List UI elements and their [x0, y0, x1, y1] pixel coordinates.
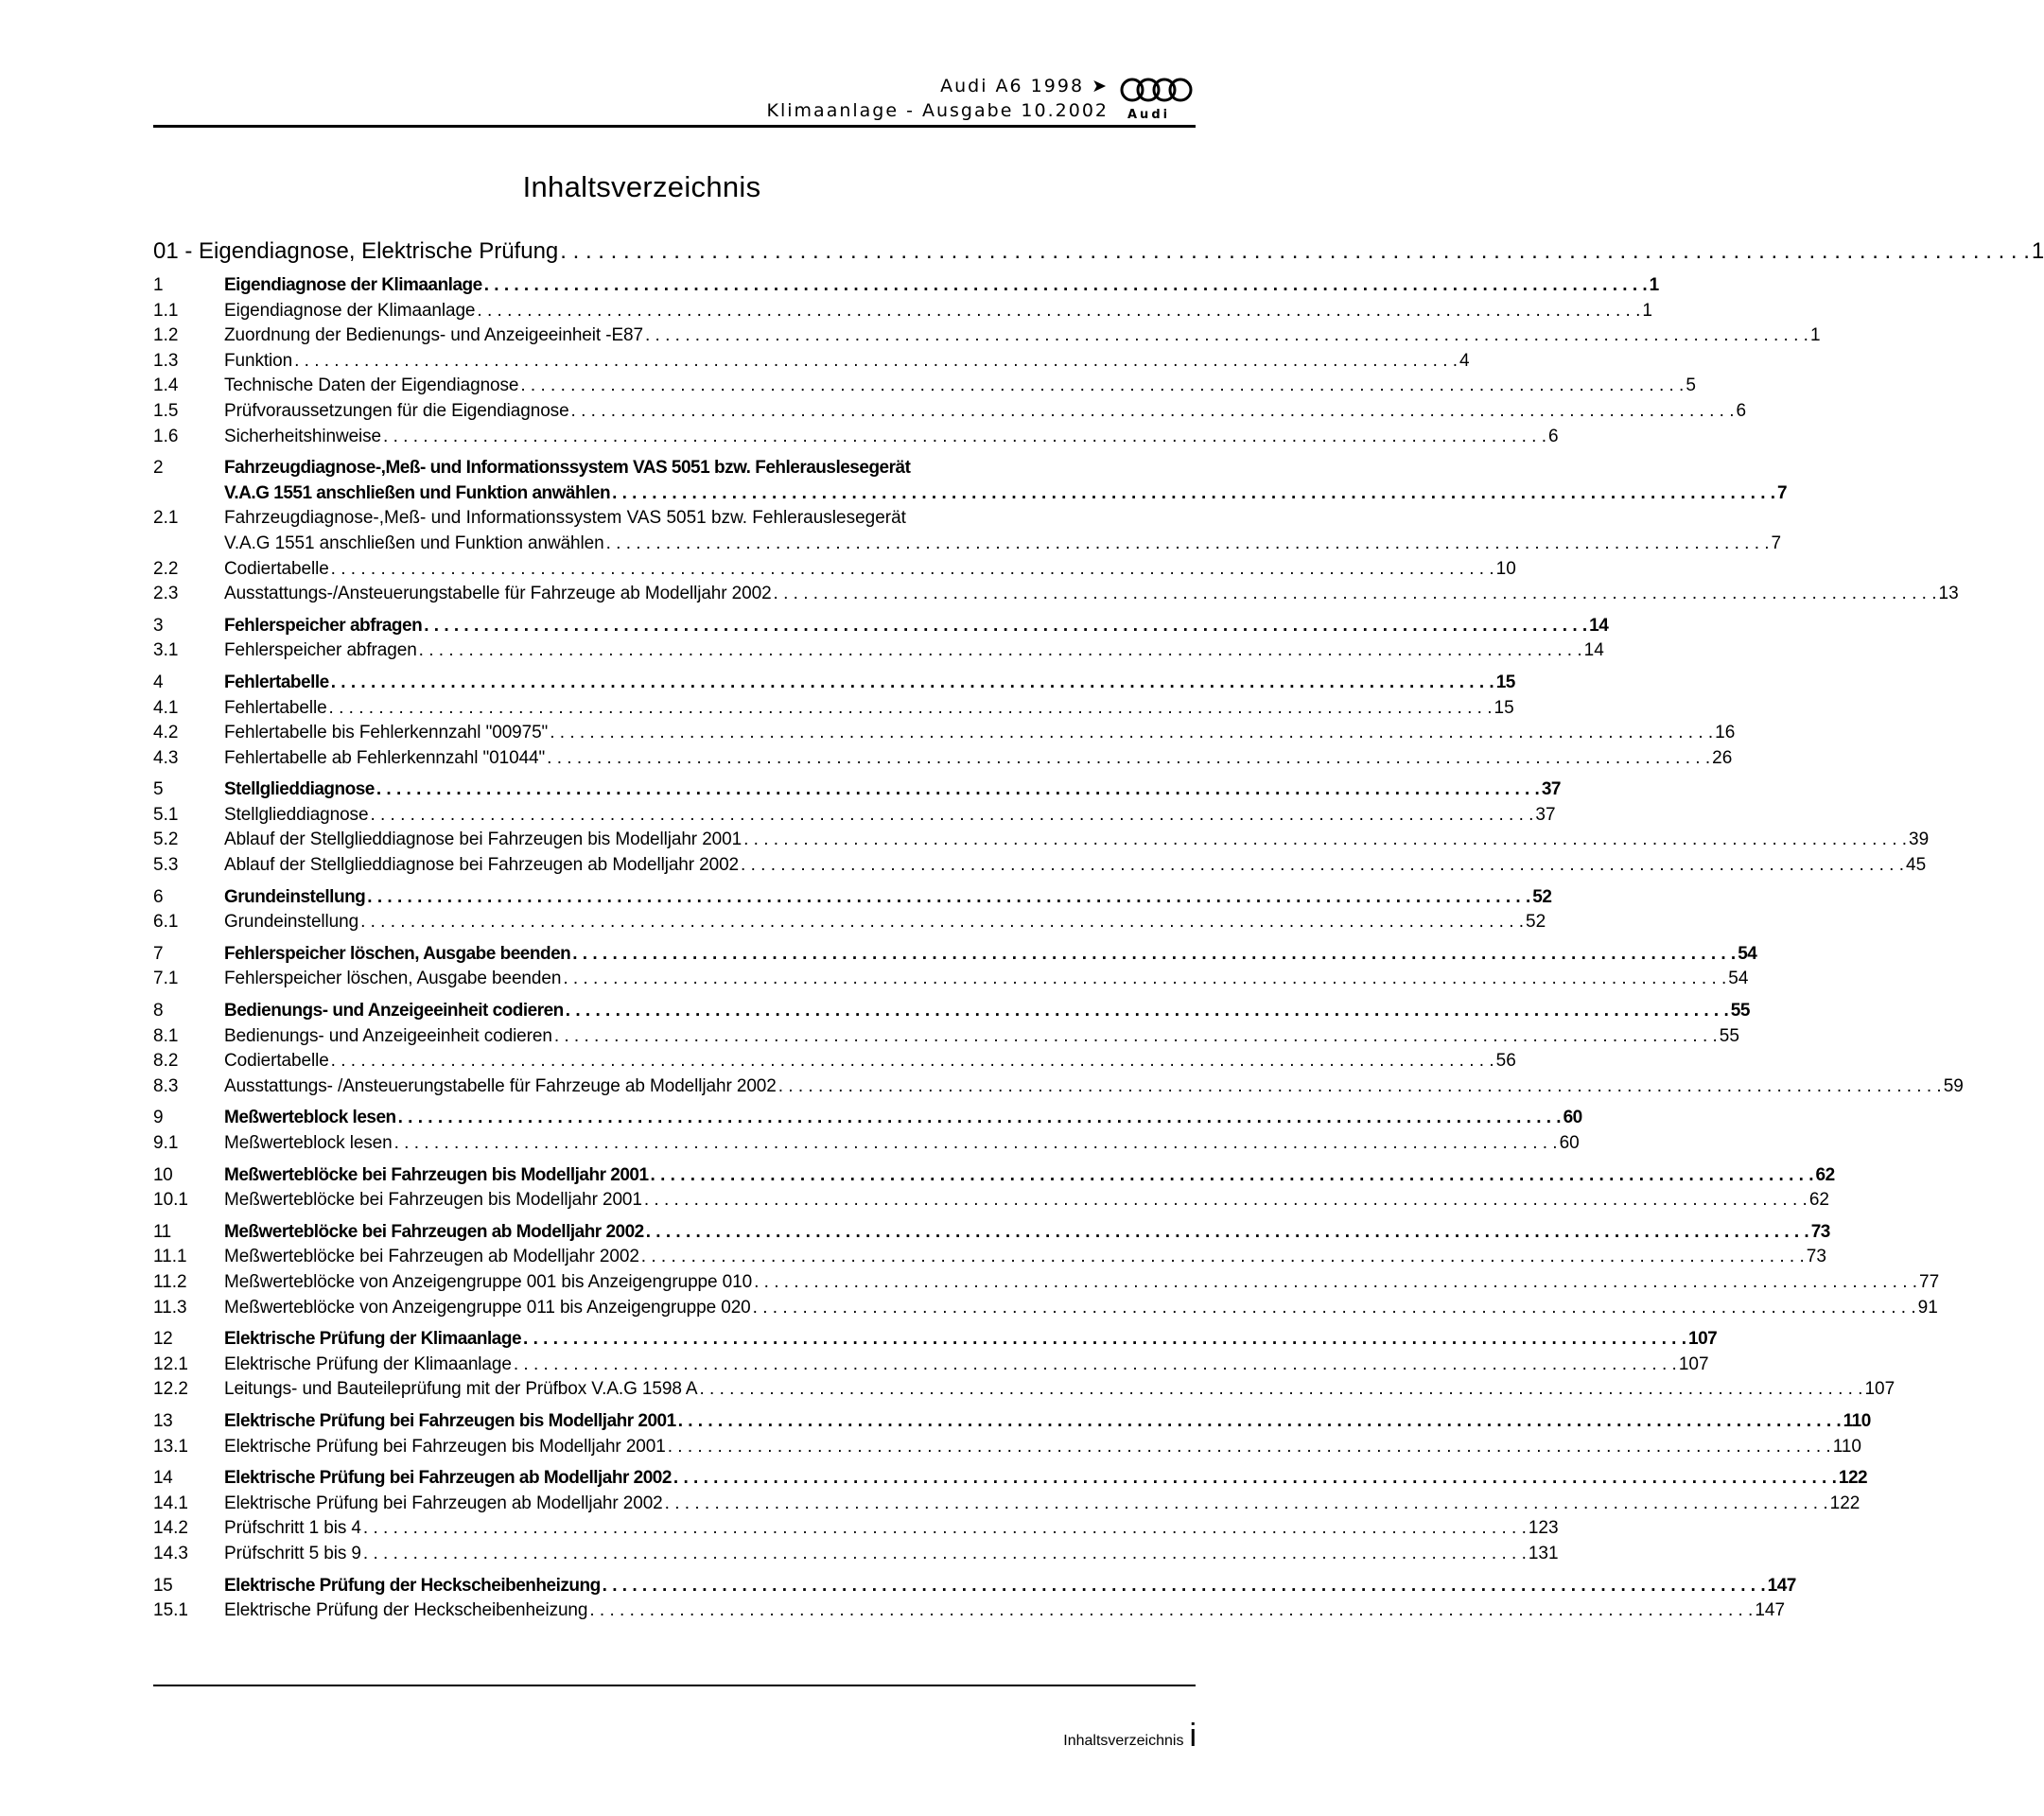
toc-entry-title: Prüfvoraussetzungen für die Eigendiagnose [224, 400, 569, 421]
toc-entry[interactable] [153, 1024, 1739, 1050]
toc-entry[interactable] [153, 721, 1736, 746]
toc-leader [484, 273, 1648, 299]
toc-entry-number: 12 [153, 1329, 173, 1350]
toc-entry-title: Elektrische Prüfung der Heckscheibenheizung [224, 1600, 588, 1621]
toc-entry[interactable] [153, 746, 1733, 772]
toc-leader [376, 777, 1540, 803]
toc-entry-page: 7 [1771, 533, 1782, 553]
toc-entry-page: 73 [1810, 1221, 1830, 1242]
toc-entry-title: Elektrische Prüfung der Heckscheibenheizung [224, 1575, 601, 1596]
toc-leader [646, 1220, 1809, 1246]
toc-leader [419, 638, 1582, 664]
toc-leader [673, 1466, 1837, 1492]
toc-entry-text-block [224, 456, 1788, 506]
toc-entry[interactable] [153, 638, 1604, 664]
toc-entry[interactable] [153, 1598, 1786, 1624]
toc-entry[interactable] [153, 1327, 1718, 1353]
toc-entry-page: 122 [1838, 1468, 1868, 1489]
toc-leader [645, 323, 1808, 349]
page-header [153, 74, 1196, 127]
toc-entry-page: 37 [1535, 804, 1556, 825]
toc-entry-title: Meßwerteblöcke von Anzeigengruppe 011 bis Anzeigengruppe 020 [224, 1297, 751, 1318]
toc-entry-title: Meßwerteblöcke bei Fahrzeugen bis Modelljahr 2001 [224, 1164, 649, 1185]
toc-entry-title: Fehlertabelle ab Fehlerkennzahl "01044" [224, 747, 546, 768]
toc-entry-title: Prüfschritt 5 bis 9 [224, 1543, 361, 1563]
toc-entry-title-line2 [224, 481, 1788, 507]
toc-entry-number: 8.3 [153, 1075, 179, 1096]
toc-entry[interactable] [153, 1131, 1580, 1157]
toc-entry-number: 11 [153, 1221, 171, 1242]
toc-entry-title: Stellglieddiagnose [224, 779, 375, 800]
toc-entry-page: 147 [1767, 1575, 1796, 1596]
footer-label: Inhaltsverzeichnis [1063, 1733, 1184, 1749]
toc-entry-number: 3 [153, 615, 164, 636]
toc-entry-title: Prüfschritt 1 bis 4 [224, 1518, 361, 1539]
toc-entry-page: 56 [1495, 1051, 1516, 1072]
toc-entry-number: 5.1 [153, 804, 179, 825]
toc-leader [370, 803, 1533, 829]
toc-entry[interactable] [153, 1353, 1709, 1378]
toc-chapter-page: 1 [2031, 238, 2044, 264]
toc-entry-title: Meßwerteblöcke bei Fahrzeugen bis Modelljahr 2001 [224, 1190, 642, 1211]
toc-entry[interactable] [153, 1220, 1830, 1246]
toc-entry[interactable] [153, 1296, 1938, 1321]
toc-entry-title: Meßwerteblöcke von Anzeigengruppe 001 bis Anzeigengruppe 010 [224, 1271, 753, 1292]
toc-entry-page: 7 [1777, 482, 1788, 503]
toc-entry-number: 5 [153, 779, 164, 800]
toc-entry[interactable] [153, 349, 1470, 375]
toc-entry[interactable] [153, 1409, 1871, 1435]
toc-entry-page: 55 [1719, 1025, 1739, 1046]
toc-leader [665, 1492, 1828, 1517]
toc-entry-number: 2.1 [153, 508, 179, 529]
toc-entry-number: 1.6 [153, 426, 179, 446]
toc-entry-number: 15 [153, 1575, 173, 1596]
toc-entry-page: 107 [1864, 1379, 1896, 1400]
toc-entry-page: 6 [1736, 400, 1747, 421]
toc-entry-title-cont: V.A.G 1551 anschließen und Funktion anwählen [224, 482, 611, 503]
toc-entry-number: 7.1 [153, 969, 179, 989]
toc-entry-title: Codiertabelle [224, 558, 329, 579]
toc-entry[interactable] [153, 614, 1609, 639]
toc-entry-title: Bedienungs- und Anzeigeeinheit codieren [224, 1025, 552, 1046]
toc-entry-title: Fehlertabelle bis Fehlerkennzahl "00975" [224, 723, 549, 743]
toc-entry-page: 110 [1843, 1410, 1871, 1431]
toc-entry[interactable] [153, 885, 1552, 911]
toc-entry-number: 4.2 [153, 723, 179, 743]
toc-entry[interactable] [153, 399, 1747, 425]
toc-entry-title: Meßwerteblöcke bei Fahrzeugen ab Modelljahr 2002 [224, 1247, 639, 1267]
toc-entry[interactable] [153, 323, 1821, 349]
toc-leader [329, 696, 1493, 722]
toc-entry-page: 131 [1528, 1543, 1559, 1563]
toc-entry-title-cont: V.A.G 1551 anschließen und Funktion anwählen [224, 533, 604, 553]
toc-entry-number: 6.1 [153, 912, 179, 933]
toc-entry[interactable] [153, 1106, 1582, 1131]
toc-leader [753, 1296, 1916, 1321]
toc-entry-number: 2.2 [153, 558, 179, 579]
page-footer [1063, 1718, 1197, 1754]
toc-entry-title: Elektrische Prüfung bei Fahrzeugen bis Modelljahr 2001 [224, 1410, 676, 1431]
toc-entry-page: 54 [1738, 943, 1757, 964]
toc-entry-page: 122 [1829, 1493, 1861, 1513]
header-model: Audi A6 1998 ➤ [940, 76, 1109, 96]
toc-entry[interactable] [153, 967, 1749, 992]
toc-entry-title: Elektrische Prüfung der Klimaanlage [224, 1329, 522, 1350]
toc-leader [523, 1327, 1686, 1353]
toc-entry-title: Meßwerteblock lesen [224, 1133, 393, 1153]
toc-entry-title: Technische Daten der Eigendiagnose [224, 375, 519, 396]
toc-leader [360, 910, 1524, 935]
toc-leader [644, 1188, 1808, 1214]
toc-entry-number: 8 [153, 1001, 164, 1022]
toc-entry[interactable] [153, 506, 1782, 556]
toc-entry-page: 45 [1906, 855, 1927, 876]
toc-entry-page: 1 [1809, 325, 1821, 346]
toc-leader [363, 1516, 1527, 1542]
toc-leader [398, 1106, 1562, 1131]
toc-entry-page: 59 [1943, 1075, 1964, 1096]
toc-entries [153, 273, 1964, 1624]
footer-page-number: i [1189, 1718, 1197, 1754]
toc-leader [589, 1598, 1753, 1624]
toc-entry[interactable] [153, 853, 1927, 879]
toc-entry[interactable] [153, 828, 1930, 853]
toc-entry-title: Elektrische Prüfung bei Fahrzeugen ab Modelljahr 2002 [224, 1493, 663, 1513]
toc-entry-page: 62 [1808, 1190, 1829, 1211]
toc-leader [363, 1542, 1527, 1567]
toc-leader [572, 942, 1736, 968]
toc-leader [514, 1353, 1677, 1378]
toc-leader [778, 1074, 1942, 1100]
toc-entry[interactable] [153, 1492, 1861, 1517]
toc-leader [741, 853, 1904, 879]
toc-entry-title: Fehlerspeicher löschen, Ausgabe beenden [224, 943, 571, 964]
toc-entry[interactable] [153, 1270, 1940, 1296]
toc-entry-number: 14.3 [153, 1543, 188, 1563]
toc-leader [367, 885, 1530, 911]
toc-entry-page: 52 [1532, 886, 1552, 907]
toc-entry-title: Fehlertabelle [224, 672, 329, 692]
toc-entry-page: 14 [1589, 615, 1609, 636]
toc-entry-title-line2 [224, 532, 1782, 557]
toc-entry-number: 11.3 [153, 1297, 187, 1318]
toc-leader [571, 399, 1735, 425]
toc-entry-page: 1 [1642, 300, 1652, 321]
toc-entry-page: 37 [1541, 779, 1561, 800]
toc-entry-title: Ablauf der Stellglieddiagnose bei Fahrzeugen bis Modelljahr 2001 [224, 829, 742, 850]
toc-entry-page: 123 [1528, 1518, 1559, 1539]
toc-entry-title: Elektrische Prüfung bei Fahrzeugen ab Modelljahr 2002 [224, 1468, 672, 1489]
toc-entry-number: 9 [153, 1108, 164, 1128]
toc-entry-title: Codiertabelle [224, 1051, 329, 1072]
toc-entry[interactable] [153, 1466, 1868, 1492]
toc-entry[interactable] [153, 425, 1559, 450]
toc-entry-number: 8.1 [153, 1025, 179, 1046]
toc-entry-number: 1.5 [153, 400, 179, 421]
toc-entry-number: 14 [153, 1468, 173, 1489]
toc-entry[interactable] [153, 1516, 1559, 1542]
toc-entry-title: Meßwerteblock lesen [224, 1108, 396, 1128]
toc-entry-title: Fahrzeugdiagnose-,Meß- und Informationssystem VAS 5051 bzw. Fehlerauslesegerät [224, 508, 906, 529]
toc-leader [774, 582, 1937, 607]
toc-chapter-label: 01 - Eigendiagnose, Elektrische Prüfung [153, 238, 559, 264]
toc-entry[interactable] [153, 696, 1514, 722]
footer-rule [153, 1685, 1196, 1686]
toc-entry-number: 14.1 [153, 1493, 188, 1513]
toc-entry[interactable] [153, 273, 1659, 299]
toc-leader [603, 1574, 1766, 1599]
toc-entry-number: 1.2 [153, 325, 179, 346]
toc-leader [743, 828, 1907, 853]
toc-entry-title: Ablauf der Stellglieddiagnose bei Fahrzeugen ab Modelljahr 2002 [224, 855, 740, 876]
toc-leader [294, 349, 1458, 375]
header-text [767, 74, 1109, 123]
toc-entry-page: 14 [1583, 640, 1604, 661]
toc-entry-number: 4.1 [153, 697, 179, 718]
toc-entry-number: 5.2 [153, 829, 179, 850]
toc-leader [554, 1024, 1718, 1050]
toc-leader [612, 481, 1775, 507]
toc-leader [520, 374, 1684, 399]
toc-entry[interactable] [153, 1574, 1796, 1599]
toc-entry-number: 5.3 [153, 855, 179, 876]
toc-leader [477, 299, 1640, 324]
toc-entry-page: 10 [1495, 558, 1516, 579]
toc-entry-number: 14.2 [153, 1518, 188, 1539]
toc-entry-title: Ausstattungs-/Ansteuerungstabelle für Fahrzeuge ab Modelljahr 2002 [224, 584, 772, 604]
toc-entry[interactable] [153, 557, 1516, 583]
toc-leader [668, 1435, 1831, 1460]
toc-entry[interactable] [153, 910, 1546, 935]
toc-entry-title: Eigendiagnose der Klimaanlage [224, 300, 476, 321]
toc-entry-number: 13 [153, 1410, 173, 1431]
toc-entry-title: Fehlertabelle [224, 697, 327, 718]
toc-entry-title: Eigendiagnose der Klimaanlage [224, 275, 482, 295]
toc-entry-title: Funktion [224, 350, 293, 371]
toc-entry-page: 60 [1563, 1108, 1582, 1128]
toc-entry-number: 13.1 [153, 1436, 188, 1457]
toc-entry-number: 7 [153, 943, 164, 964]
toc-entry-number: 12.2 [153, 1379, 188, 1400]
toc-entry-page: 91 [1917, 1297, 1938, 1318]
toc-entry[interactable] [153, 299, 1652, 324]
toc-entry[interactable] [153, 374, 1696, 399]
toc-entry-page: 5 [1686, 375, 1696, 396]
toc-entry-title: Grundeinstellung [224, 886, 366, 907]
toc-entry-title: Fehlerspeicher abfragen [224, 640, 417, 661]
toc-entry-title: Bedienungs- und Anzeigeeinheit codieren [224, 1001, 564, 1022]
toc-entry-title: Fahrzeugdiagnose-,Meß- und Informationssystem VAS 5051 bzw. Fehlerauslesegerät [224, 458, 911, 479]
toc-entry-title: Sicherheitshinweise [224, 426, 382, 446]
toc-entry-page: 147 [1755, 1600, 1786, 1621]
toc-entry-title: Fehlerspeicher abfragen [224, 615, 423, 636]
header-subtitle: Klimaanlage - Ausgabe 10.2002 [766, 100, 1109, 121]
toc-entry[interactable] [153, 1188, 1829, 1214]
toc-entry-page: 15 [1495, 672, 1515, 692]
toc-leader [550, 721, 1713, 746]
toc-entry[interactable] [153, 999, 1750, 1024]
toc-entry-page: 4 [1459, 350, 1470, 371]
toc-entry-number: 4 [153, 672, 164, 692]
toc-entry-page: 60 [1559, 1133, 1580, 1153]
toc-leader [331, 557, 1494, 583]
toc-entry-page: 54 [1728, 969, 1749, 989]
table-of-contents [153, 236, 2044, 1624]
toc-entry-page: 52 [1526, 912, 1546, 933]
toc-entry-page: 15 [1494, 697, 1514, 718]
toc-entry[interactable] [153, 1049, 1516, 1074]
toc-entry-page: 16 [1715, 723, 1736, 743]
toc-leader [383, 425, 1546, 450]
toc-entry-page: 6 [1548, 426, 1559, 446]
toc-leader [563, 967, 1726, 992]
toc-entry-number: 12.1 [153, 1353, 188, 1374]
toc-entry-number: 2.3 [153, 584, 179, 604]
toc-entry-number: 11.2 [153, 1271, 187, 1292]
toc-entry[interactable] [153, 456, 1788, 506]
toc-entry-title: Stellglieddiagnose [224, 804, 369, 825]
toc-entry[interactable] [153, 1377, 1896, 1403]
toc-leader [547, 746, 1710, 772]
toc-leader [331, 671, 1494, 696]
toc-entry[interactable] [153, 1163, 1835, 1189]
toc-entry-page: 73 [1806, 1247, 1826, 1267]
toc-entry-number: 1 [153, 275, 164, 295]
page-title: Inhaltsverzeichnis [522, 170, 761, 203]
toc-entry-number: 10.1 [153, 1190, 188, 1211]
toc-entry[interactable] [153, 942, 1757, 968]
header-rule [153, 125, 1196, 128]
toc-entry-number: 2 [153, 458, 164, 479]
toc-entry[interactable] [153, 1542, 1559, 1567]
toc-entry-title: Meßwerteblöcke bei Fahrzeugen ab Modelljahr 2002 [224, 1221, 644, 1242]
toc-leader [606, 532, 1770, 557]
toc-leader [678, 1409, 1842, 1435]
audi-logo [1118, 76, 1196, 123]
toc-entry-page: 13 [1938, 584, 1959, 604]
toc-leader [331, 1049, 1494, 1074]
toc-entry-title: Ausstattungs- /Ansteuerungstabelle für Fahrzeuge ab Modelljahr 2002 [224, 1075, 777, 1096]
toc-entry-page: 39 [1909, 829, 1930, 850]
toc-leader [424, 614, 1587, 639]
toc-entry-page: 107 [1688, 1329, 1718, 1350]
toc-entry-title: Leitungs- und Bauteileprüfung mit der Prüfbox V.A.G 1598 A [224, 1379, 698, 1400]
toc-entry[interactable] [153, 582, 1959, 607]
toc-entry[interactable] [153, 1074, 1964, 1100]
toc-entry-page: 1 [1649, 275, 1659, 295]
toc-entry-number: 4.3 [153, 747, 179, 768]
toc-entry[interactable] [153, 671, 1515, 696]
toc-leader [700, 1377, 1863, 1403]
toc-entry-number: 15.1 [153, 1600, 188, 1621]
toc-entry-number: 9.1 [153, 1133, 179, 1153]
toc-entry-page: 26 [1712, 747, 1733, 768]
toc-entry-title: Fehlerspeicher löschen, Ausgabe beenden [224, 969, 562, 989]
toc-entry[interactable] [153, 777, 1561, 803]
toc-entry-page: 107 [1678, 1353, 1709, 1374]
toc-entry-number: 3.1 [153, 640, 179, 661]
header-brand: Audi [1127, 108, 1171, 122]
toc-leader [560, 236, 2030, 267]
toc-entry-page: 55 [1730, 1001, 1750, 1022]
toc-entry-title: Zuordnung der Bedienungs- und Anzeigeeinheit -E87 [224, 325, 643, 346]
toc-chapter[interactable] [153, 236, 2044, 267]
toc-entry-title: Grundeinstellung [224, 912, 359, 933]
toc-entry-number: 10 [153, 1164, 173, 1185]
toc-entry-number: 1.1 [153, 300, 179, 321]
toc-entry[interactable] [153, 803, 1556, 829]
toc-leader [566, 999, 1729, 1024]
toc-entry-title: Elektrische Prüfung bei Fahrzeugen bis Modelljahr 2001 [224, 1436, 666, 1457]
toc-entry-page: 77 [1919, 1271, 1940, 1292]
audi-rings-icon [1118, 76, 1196, 104]
toc-leader [394, 1131, 1558, 1157]
toc-entry-page: 110 [1832, 1436, 1861, 1457]
toc-entry-number: 1.3 [153, 350, 179, 371]
toc-entry-text-block [224, 506, 1782, 556]
toc-entry-title: Elektrische Prüfung der Klimaanlage [224, 1353, 512, 1374]
toc-leader [641, 1245, 1805, 1270]
toc-entry-number: 1.4 [153, 375, 179, 396]
toc-leader [651, 1163, 1814, 1189]
toc-entry[interactable] [153, 1435, 1861, 1460]
toc-entry-page: 62 [1815, 1164, 1835, 1185]
toc-entry-number: 6 [153, 886, 164, 907]
toc-entry-number: 11.1 [153, 1247, 187, 1267]
toc-entry-number: 8.2 [153, 1051, 179, 1072]
toc-entry[interactable] [153, 1245, 1826, 1270]
toc-leader [754, 1270, 1917, 1296]
